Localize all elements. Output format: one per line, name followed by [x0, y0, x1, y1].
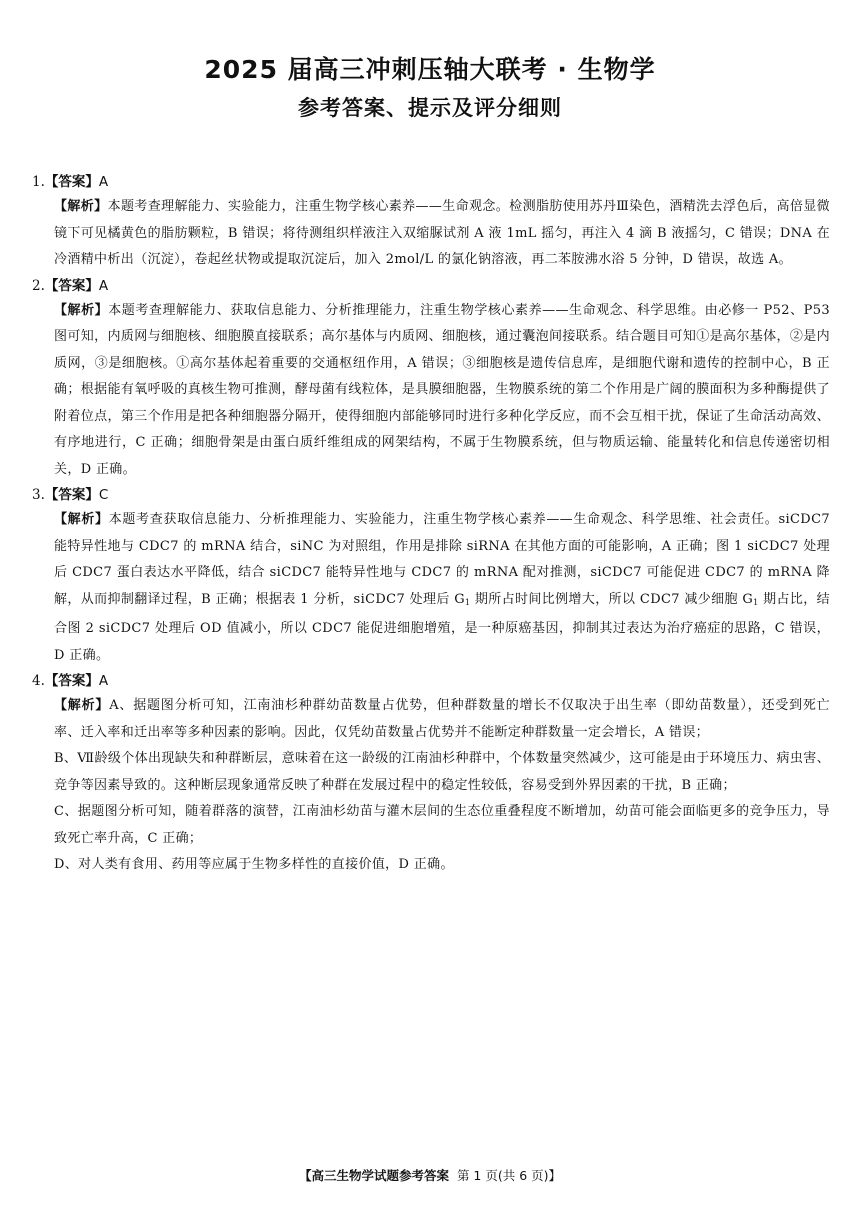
question-3 — [32, 483, 830, 669]
analysis-text: 期占比，结合图 2 siCDC7 处理后 OD 值减小，所以 CDC7 能促进细胞增殖，是一种原癌基因，抑制其过表达为治疗癌症的思路，C 错误，D 正确。 — [54, 591, 830, 663]
answer-line — [32, 170, 830, 194]
page-subtitle: 参考答案、提示及评分细则 — [298, 96, 562, 120]
footer-label: 【高三生物学试题参考答案 — [298, 1168, 449, 1183]
analysis-continuation: B、Ⅶ龄级个体出现缺失和种群断层，意味着在这一龄级的江南油杉种群中，个体数量突然减少，这可能是由于环境压力、病虫害、竞争等因素导致的。这种断层现象通常反映了种群在发展过程中的稳定性较低，容易受到外界因素的干扰，B 正确； — [54, 751, 830, 793]
answer-content — [32, 170, 830, 879]
subscript: 1 — [464, 597, 471, 607]
question-number: 3. — [32, 487, 45, 503]
answer-value: C — [98, 487, 109, 503]
analysis-text: 本题考查理解能力、实验能力，注重生物学核心素养——生命观念。检测脂肪使用苏丹Ⅲ染色，酒精洗去浮色后，高倍显微镜下可见橘黄色的脂肪颗粒，B 错误；将待测组织样液注入双缩脲试剂 A 液 1mL 摇匀，再注入 4 滴 B 液摇匀，C 错误；DNA 在冷酒精中析出（沉淀），卷起丝状物或提取沉淀后，加入 2mol/L 的氯化钠溶液，再二苯胺沸水浴 5 分钟，D 错误，故选 A。 — [54, 199, 831, 267]
answer-tag: 【答案】 — [44, 174, 99, 190]
analysis-paragraph — [54, 298, 830, 484]
analysis-tag: 【解析】 — [54, 302, 109, 318]
answer-value: A — [98, 673, 109, 689]
page-title: 2025 届高三冲刺压轴大联考 · 生物学 — [204, 55, 656, 84]
analysis-tag: 【解析】 — [54, 512, 109, 527]
analysis-text: 本题考查获取信息能力、分析推理能力、实验能力，注重生物学核心素养——生命观念、科学思维、社会责任。siCDC7 能特异性地与 CDC7 的 mRNA 结合，siNC 为对照组，作用是排除 siRNA 在其他方面的可能影响，A 正确；图 1 siCDC7 处理后 CDC7 蛋白表达水平降低，结合 siCDC7 能特异性地与 CDC7 的 mRNA 配对推测，siCDC7 可能促进 CDC7 的 mRNA 降解，从而抑制翻译过程，B 正确；根据表 1 分析，siCDC7 处理后 G — [54, 512, 830, 607]
analysis-text: A、据题图分析可知，江南油杉种群幼苗数量占优势，但种群数量的增长不仅取决于出生率（即幼苗数量），还受到死亡率、迁入率和迁出率等多种因素的影响。因此，仅凭幼苗数量占优势并不能断定种群数量一定会增长，A 错误； — [54, 698, 830, 740]
analysis-tag: 【解析】 — [54, 199, 108, 214]
analysis-paragraph — [54, 194, 830, 274]
answer-tag: 【答案】 — [44, 487, 99, 503]
analysis-continuation: D、对人类有食用、药用等应属于生物多样性的直接价值，D 正确。 — [54, 857, 454, 872]
question-1 — [32, 170, 830, 274]
question-4 — [32, 669, 830, 879]
answer-tag: 【答案】 — [44, 673, 99, 689]
analysis-paragraph — [54, 693, 830, 746]
page-number: 第 1 页(共 6 页)】 — [456, 1168, 562, 1183]
question-number: 4. — [32, 673, 45, 689]
page-footer — [0, 1166, 860, 1184]
analysis-text: 期所占时间比例增大，所以 CDC7 减少细胞 G — [470, 591, 754, 607]
analysis-continuation: C、据题图分析可知，随着群落的演替，江南油杉幼苗与灌木层间的生态位重叠程度不断增加，幼苗可能会面临更多的竞争压力，导致死亡率升高，C 正确； — [54, 804, 830, 846]
question-number: 1. — [32, 174, 45, 190]
analysis-tag: 【解析】 — [54, 698, 110, 713]
answer-tag: 【答案】 — [44, 277, 99, 294]
answer-line — [32, 669, 830, 693]
answer-value: A — [98, 277, 109, 294]
analysis-text: 本题考查理解能力、获取信息能力、分析推理能力，注重生物学核心素养——生命观念、科学思维。由必修一 P52、P53 图可知，内质网与细胞核、细胞膜直接联系；高尔基体与内质网、细胞核，通过囊泡间接联系。结合题目可知①是高尔基体，②是内质网，③是细胞核。①高尔基体起着重要的交通枢纽作用，A 错误；③细胞核是遗传信息库，是细胞代谢和遗传的控制中心，B 正确；根据能有氧呼吸的真核生物可推测，酵母菌有线粒体，是具膜细胞器，生物膜系统的第二个作用是广阔的膜面积为多种酶提供了附着位点，第三个作用是把各种细胞器分隔开，使得细胞内部能够同时进行多种化学反应，而不会互相干扰，保证了生命活动高效、有序地进行，C 正确；细胞骨架是由蛋白质纤维组成的网架结构，不属于生物膜系统，但与物质运输、能量转化和信息传递密切相关，D 正确。 — [54, 302, 831, 477]
answer-line — [32, 274, 830, 298]
question-2 — [32, 274, 830, 484]
question-number: 2. — [32, 277, 45, 294]
answer-line — [32, 483, 830, 507]
answer-value: A — [98, 174, 109, 190]
subscript: 1 — [753, 597, 759, 607]
analysis-paragraph — [54, 507, 830, 669]
